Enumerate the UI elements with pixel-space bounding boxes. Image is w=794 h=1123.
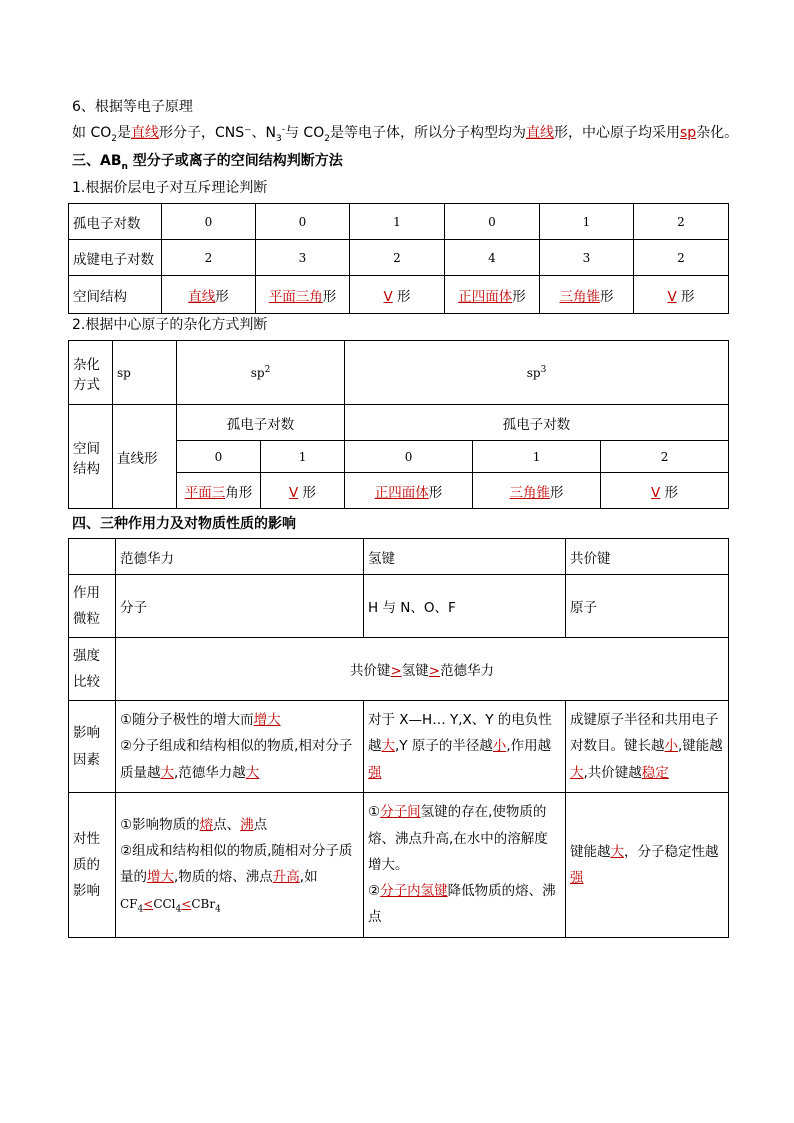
linear-cell: 直线形	[113, 405, 177, 509]
hybridization-table: 杂化方式 sp $sp^2$ $sp^3$ 空间结构 直线形 孤电子对数 孤电子对数 0 1 0 1 2 平面三角形 V 形 正四面体形 三角锥形 V 形	[68, 340, 729, 509]
section4-title: 四、三种作用力及对物质性质的影响	[72, 516, 296, 532]
section6-text: 如 $CO_2$是直线形分子，CNS⁻、$N_3^-$与 $CO_2$是等电子体，所以分子构型均为直线形，中心原子均采用sp杂化。	[72, 124, 739, 144]
forces-table	[68, 538, 729, 938]
shape-label: 空间结构	[69, 276, 162, 314]
vsepr-subtitle: 1.根据价层电子对互斥理论判断	[72, 180, 268, 196]
lone-pair-row: 孤电子对数 0 0 1 0 1 2	[69, 204, 729, 240]
hybrid-subtitle: 2.根据中心原子的杂化方式判断	[72, 317, 268, 333]
particle-row: 作用微粒 分子 H 与 N、O、F 原子	[69, 575, 729, 638]
forces-header-row	[69, 539, 729, 575]
hybrid-label: 杂化方式	[69, 341, 113, 405]
strength-row: 强度比较 共价键>氢键>范德华力	[69, 638, 729, 701]
sp3-cell: $sp^3$	[345, 341, 729, 405]
bond-pair-label: 成键电子对数	[69, 240, 162, 276]
factor-row: 影响因素 ①随分子极性的增大而增大 ②分子组成和结构相似的物质,相对分子质量越大,范德华力越大 对于 X—H… Y,X、Y 的电负性越大,Y 原子的半径越小,作用越强 成键原子半径和共用电子对数目。键长越小,键能越大,共价键越稳定	[69, 701, 729, 793]
strength-comparison: 共价键>氢键>范德华力	[116, 638, 729, 701]
hybrid-row: 杂化方式 sp $sp^2$ $sp^3$	[69, 341, 729, 405]
shape-row: 空间结构 直线形 平面三角形 V 形 正四面体形 三角锥形 V 形	[69, 276, 729, 314]
header-covalent: 共价键	[566, 539, 729, 575]
section3-title: 三、$AB_n$ 型分子或离子的空间结构判断方法	[72, 153, 343, 172]
structure-label: 空间结构	[69, 405, 113, 509]
lone-pair-label: 孤电子对数	[69, 204, 162, 240]
sp2-cell: $sp^2$	[177, 341, 345, 405]
bond-pair-row: 成键电子对数 2 3 2 4 3 2	[69, 240, 729, 276]
section6-title: 6、根据等电子原理	[72, 99, 193, 115]
header-vdw: 范德华力	[116, 539, 364, 575]
vsepr-table	[68, 203, 729, 314]
header-hbond: 氢键	[364, 539, 566, 575]
effect-row: 对性质的影响 ①影响物质的熔点、沸点 ②组成和结构相似的物质,随相对分子质量的增大,物质的熔、沸点升高,如 $CF_4<CCl_4<CBr_4$ ①分子间氢键的存在,使物质的熔、沸点升高,在水中的溶解度增大。 ②分子内氢键降低物质的熔、沸点 键能越大，分子稳定性越强	[69, 793, 729, 938]
